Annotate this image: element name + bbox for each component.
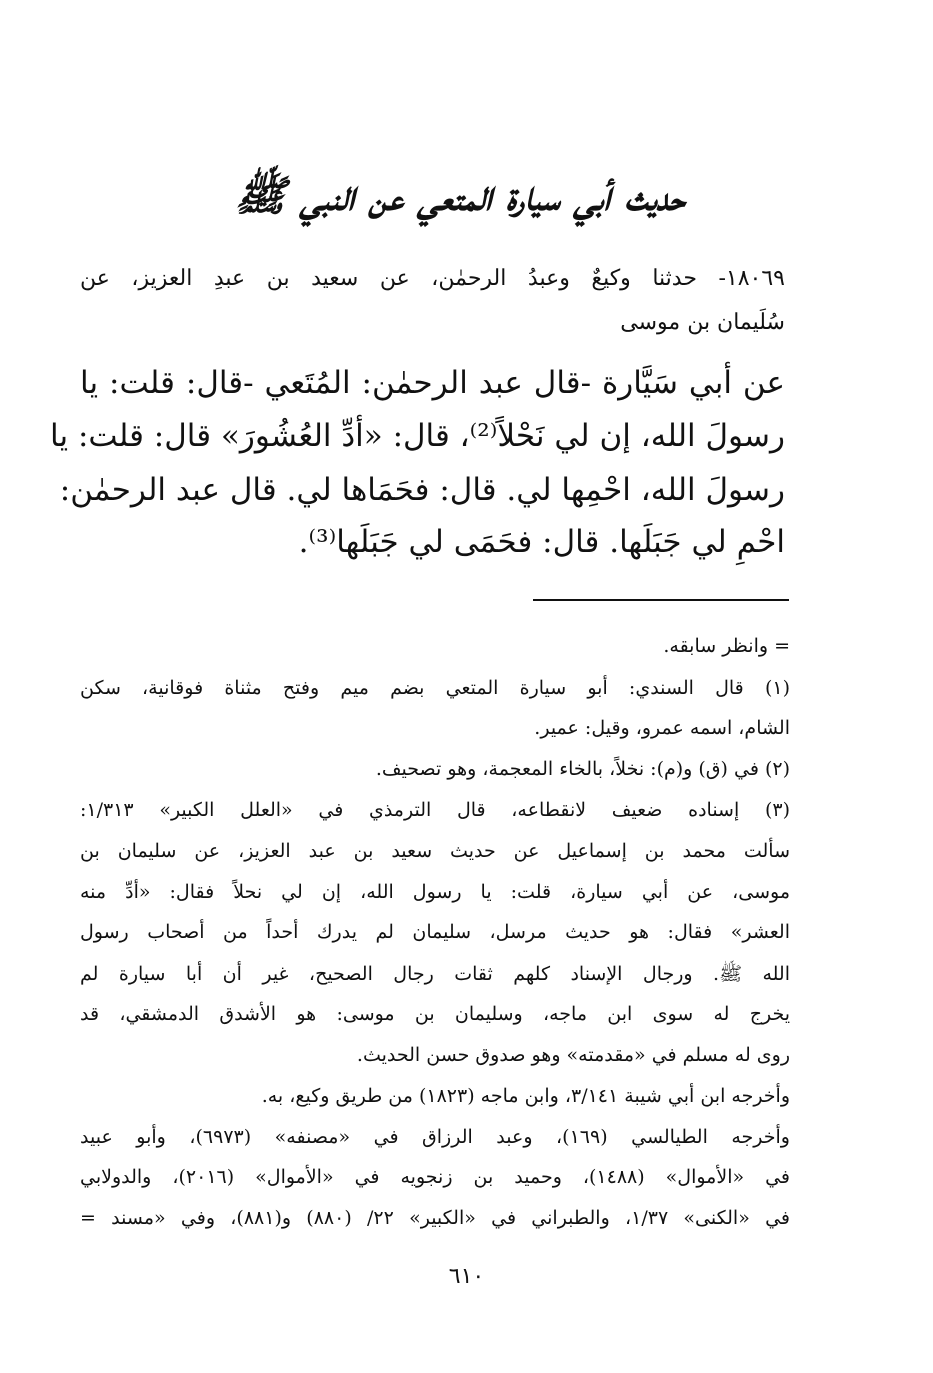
footnote-line: روى له مسلم في «مقدمته» وهو صدوق حسن الحديث. (356, 1044, 790, 1066)
hadith-line: احْمِ لي جَبَلَها. قال: فحَمَى لي جَبَلَها⁽³⁾. (298, 524, 785, 560)
footnote-line: (٢) في (ق) و(م): نخلاً، بالخاء المعجمة، وهو تصحيف. (375, 758, 790, 780)
hadith-line: رسولَ الله، إن لي نَحْلاً⁽²⁾، قال: «أدِّ العُشُورَ» قال: قلت: يا (50, 418, 785, 454)
page-title: حديث أبي سيارة المتعي عن النبي ﷺ (234, 171, 686, 220)
footnote-line: يخرج له سوى ابن ماجه، وسليمان بن موسى: هو الأشدق الدمشقي، قد (80, 1003, 790, 1025)
footnote-line: موسى، عن أبي سيارة، قلت: يا رسول الله، إن لي نحلاً فقال: «أدِّ منه (80, 881, 790, 903)
footnote-line: وأخرجه الطيالسي (١٦٩)، وعبد الرزاق في «مصنفه» (٦٩٧٣)، وأبو عبيد (80, 1126, 790, 1148)
footnote-line: وأخرجه ابن أبي شيبة ٣/١٤١، وابن ماجه (١٨٢٣) من طريق وكيع، به. (261, 1085, 790, 1107)
footnote-line: = وانظر سابقه. (663, 635, 790, 657)
chain-line: ١٨٠٦٩- حدثنا وكيعٌ وعبدُ الرحمٰن، عن سعيد بن عبدِ العزيز، عن (80, 266, 785, 291)
chain-line: سُلَيمان بن موسى (620, 310, 785, 335)
footnote-line: (١) قال السندي: أبو سيارة المتعي بضم ميم وفتح مثناة فوقانية، سكن (80, 677, 790, 699)
hadith-line: رسولَ الله، احْمِها لي. قال: فحَمَاها لي. قال عبد الرحمٰن: (59, 472, 785, 508)
footnote-line: في «الأموال» (١٤٨٨)، وحميد بن زنجويه في «الأموال» (٢٠١٦)، والدولابي (80, 1166, 791, 1188)
page-number: ٦١٠ (448, 1264, 485, 1289)
hadith-line: عن أبي سَيَّارة -قال عبد الرحمٰن: المُتَعي -قال: قلت: يا (80, 365, 785, 401)
footnote-line: الشام، اسمه عمرو، وقيل: عمير. (534, 717, 790, 739)
footnote-separator (533, 599, 789, 601)
footnote-line: (٣) إسناده ضعيف لانقطاعه، قال الترمذي في «العلل الكبير» ١/٣١٣: (80, 799, 790, 821)
footnote-line: في «الكنى» ١/٣٧، والطبراني في «الكبير» ٢٢/ (٨٨٠) و(٨٨١)، وفي «مسند = (80, 1207, 790, 1229)
footnote-line: الله ﷺ. ورجال الإسناد كلهم ثقات رجال الصحيح، غير أن أبا سيارة لم (80, 963, 790, 985)
footnote-line: سألت محمد بن إسماعيل عن حديث سعيد بن عبد العزيز، عن سليمان بن (80, 840, 790, 862)
footnote-line: العشر» فقال: هو حديث مرسل، سليمان لم يدرك أحداً من أصحاب رسول (80, 921, 790, 943)
